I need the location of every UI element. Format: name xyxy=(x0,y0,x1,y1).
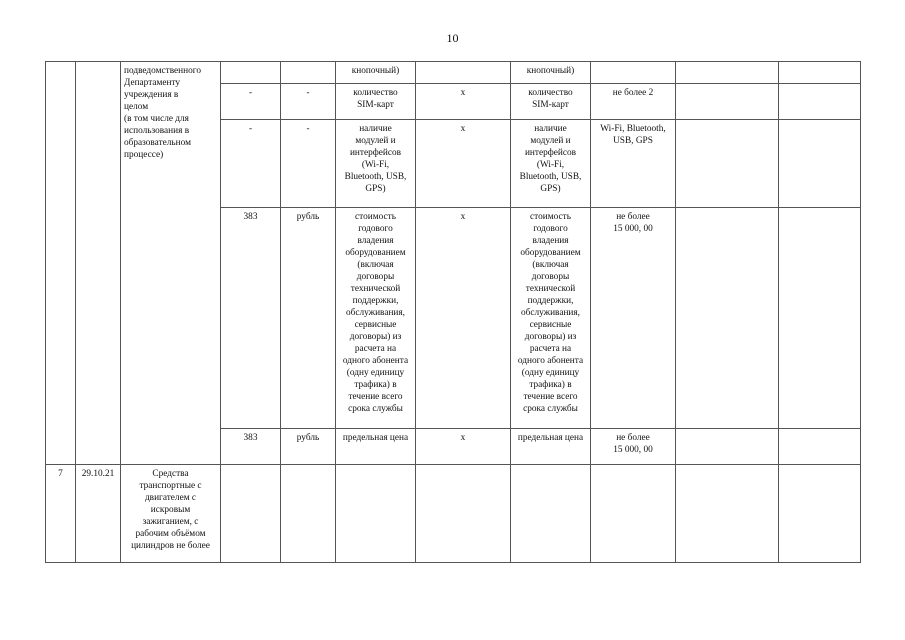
empty-cell xyxy=(676,62,779,84)
empty-cell xyxy=(779,62,861,84)
value-cell-2: Wi-Fi, Bluetooth, USB, GPS xyxy=(591,120,676,208)
characteristic-cell-2: предельная цена xyxy=(511,429,591,465)
characteristic-cell: кнопочный) xyxy=(336,62,416,84)
value-cell xyxy=(416,62,511,84)
code-cell: - xyxy=(221,120,281,208)
item-name-cell: Средства транспортные с двигателем с искровым зажиганием, с рабочим объёмом цилиндров не более xyxy=(121,465,221,563)
empty-cell xyxy=(281,465,336,563)
value-cell: x xyxy=(416,429,511,465)
empty-cell xyxy=(221,465,281,563)
value-cell-2: не более 15 000, 00 xyxy=(591,208,676,429)
code-cell: - xyxy=(221,84,281,120)
empty-cell xyxy=(676,208,779,429)
empty-cell xyxy=(676,465,779,563)
empty-cell xyxy=(591,465,676,563)
empty-cell xyxy=(779,208,861,429)
characteristic-cell: предельная цена xyxy=(336,429,416,465)
value-cell-2: не более 2 xyxy=(591,84,676,120)
empty-cell xyxy=(336,465,416,563)
specification-table xyxy=(45,61,861,563)
code-cell xyxy=(221,62,281,84)
unit-cell: - xyxy=(281,84,336,120)
page-number: 10 xyxy=(446,31,459,45)
value-cell: x xyxy=(416,120,511,208)
item-name-cell: подведомственного Департаменту учреждения в целом (в том числе для использования в образовательном процессе) xyxy=(121,62,221,465)
table-row xyxy=(46,62,861,84)
value-cell-2: не более 15 000, 00 xyxy=(591,429,676,465)
characteristic-cell-2: количество SIM-карт xyxy=(511,84,591,120)
characteristic-cell-2: кнопочный) xyxy=(511,62,591,84)
unit-cell: рубль xyxy=(281,208,336,429)
empty-cell xyxy=(676,120,779,208)
code-cell: 383 xyxy=(221,208,281,429)
value-cell: x xyxy=(416,208,511,429)
empty-cell xyxy=(676,429,779,465)
characteristic-cell-2: стоимость годового владения оборудованием (включая договоры технической поддержки, обслуживания, сервисные договоры) из расчета на одного абонента (одну единицу трафика) в течение всего срока службы xyxy=(511,208,591,429)
empty-cell xyxy=(779,429,861,465)
table-row xyxy=(46,465,861,563)
num-cell xyxy=(46,62,76,465)
empty-cell xyxy=(779,120,861,208)
num-cell: 7 xyxy=(46,465,76,563)
empty-cell xyxy=(511,465,591,563)
okpd-cell xyxy=(76,62,121,465)
empty-cell xyxy=(779,84,861,120)
unit-cell: - xyxy=(281,120,336,208)
value-cell: x xyxy=(416,84,511,120)
okpd-cell: 29.10.21 xyxy=(76,465,121,563)
empty-cell xyxy=(676,84,779,120)
characteristic-cell: стоимость годового владения оборудованием (включая договоры технической поддержки, обслуживания, сервисные договоры) из расчета на одного абонента (одну единицу трафика) в течение всего срока службы xyxy=(336,208,416,429)
characteristic-cell-2: наличие модулей и интерфейсов (Wi-Fi, Bluetooth, USB, GPS) xyxy=(511,120,591,208)
characteristic-cell: наличие модулей и интерфейсов (Wi-Fi, Bluetooth, USB, GPS) xyxy=(336,120,416,208)
unit-cell xyxy=(281,62,336,84)
value-cell-2 xyxy=(591,62,676,84)
empty-cell xyxy=(416,465,511,563)
characteristic-cell: количество SIM-карт xyxy=(336,84,416,120)
code-cell: 383 xyxy=(221,429,281,465)
empty-cell xyxy=(779,465,861,563)
unit-cell: рубль xyxy=(281,429,336,465)
